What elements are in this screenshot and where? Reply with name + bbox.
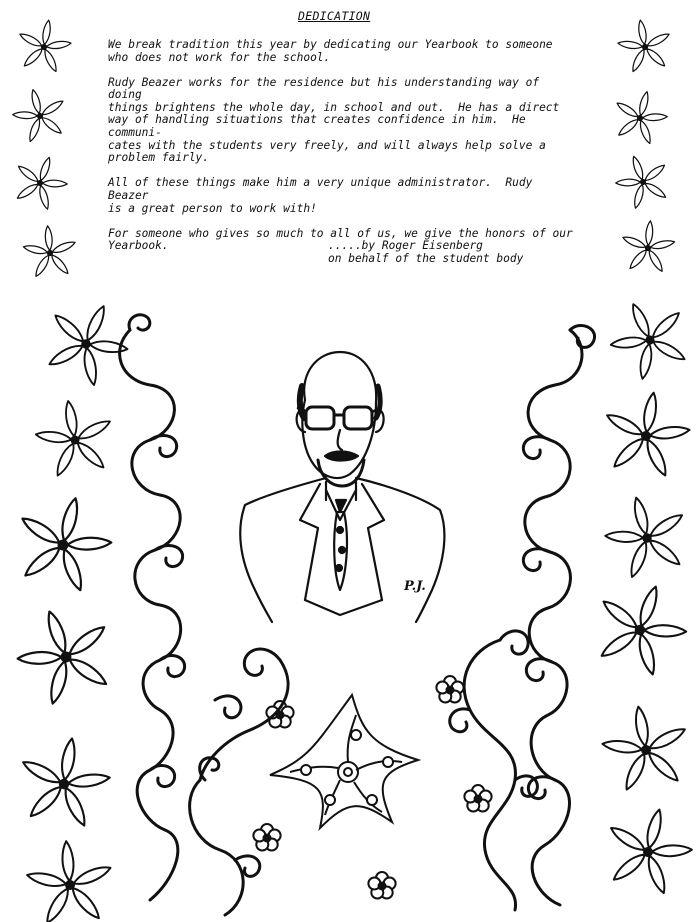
- small-flower-icon: [368, 872, 395, 899]
- flower-icon: [21, 223, 79, 279]
- flower-icon: [12, 731, 117, 832]
- flower-icon: [596, 798, 700, 900]
- flower-icon: [23, 837, 117, 922]
- flower-icon: [619, 218, 677, 274]
- flower-icon: [4, 595, 125, 713]
- flower-icon: [596, 699, 696, 796]
- flower-icon: [608, 147, 676, 214]
- paragraph-3: All of these things make him a very unique administrator. Rudy Beazer is a great person to work with!: [108, 176, 533, 215]
- paragraph-2: Rudy Beazer works for the residence but his understanding way of doing things brightens the whole day, in school and out. He has a direct way of handling situations that creates confidence in him. He communi- cates with the students very freely, and will always help solve a problem fairly.: [108, 75, 560, 165]
- small-flower-icon: [266, 701, 293, 728]
- flower-icon: [6, 148, 74, 215]
- flower-icon: [596, 487, 696, 584]
- flower-icon: [598, 288, 700, 389]
- page-title: DEDICATION: [298, 9, 371, 23]
- artist-mark: P.J.: [404, 579, 426, 594]
- flower-icon: [30, 394, 120, 481]
- vine-decoration: [120, 315, 595, 915]
- paragraph-4: For someone who gives so much to all of us, we give the honors of our Yearbook.: [108, 226, 573, 253]
- small-flower-icon: [464, 785, 491, 812]
- small-flower-icon: [436, 676, 463, 703]
- flower-icon: [608, 85, 673, 149]
- small-flower-icon: [253, 824, 280, 851]
- signature-behalf: on behalf of the student body: [328, 252, 524, 265]
- flower-icon: [583, 571, 699, 684]
- signature-author: .....by Roger Eisenberg: [328, 239, 483, 252]
- flower-icon: [614, 15, 676, 75]
- flower-icon: [7, 83, 72, 147]
- flower-icon: [596, 385, 696, 482]
- flower-icon: [13, 15, 75, 75]
- flower-icon: [6, 486, 122, 599]
- paragraph-1: We break tradition this year by dedicating our Yearbook to someone who does not work for the school.: [108, 38, 553, 64]
- flower-icon: [33, 289, 141, 395]
